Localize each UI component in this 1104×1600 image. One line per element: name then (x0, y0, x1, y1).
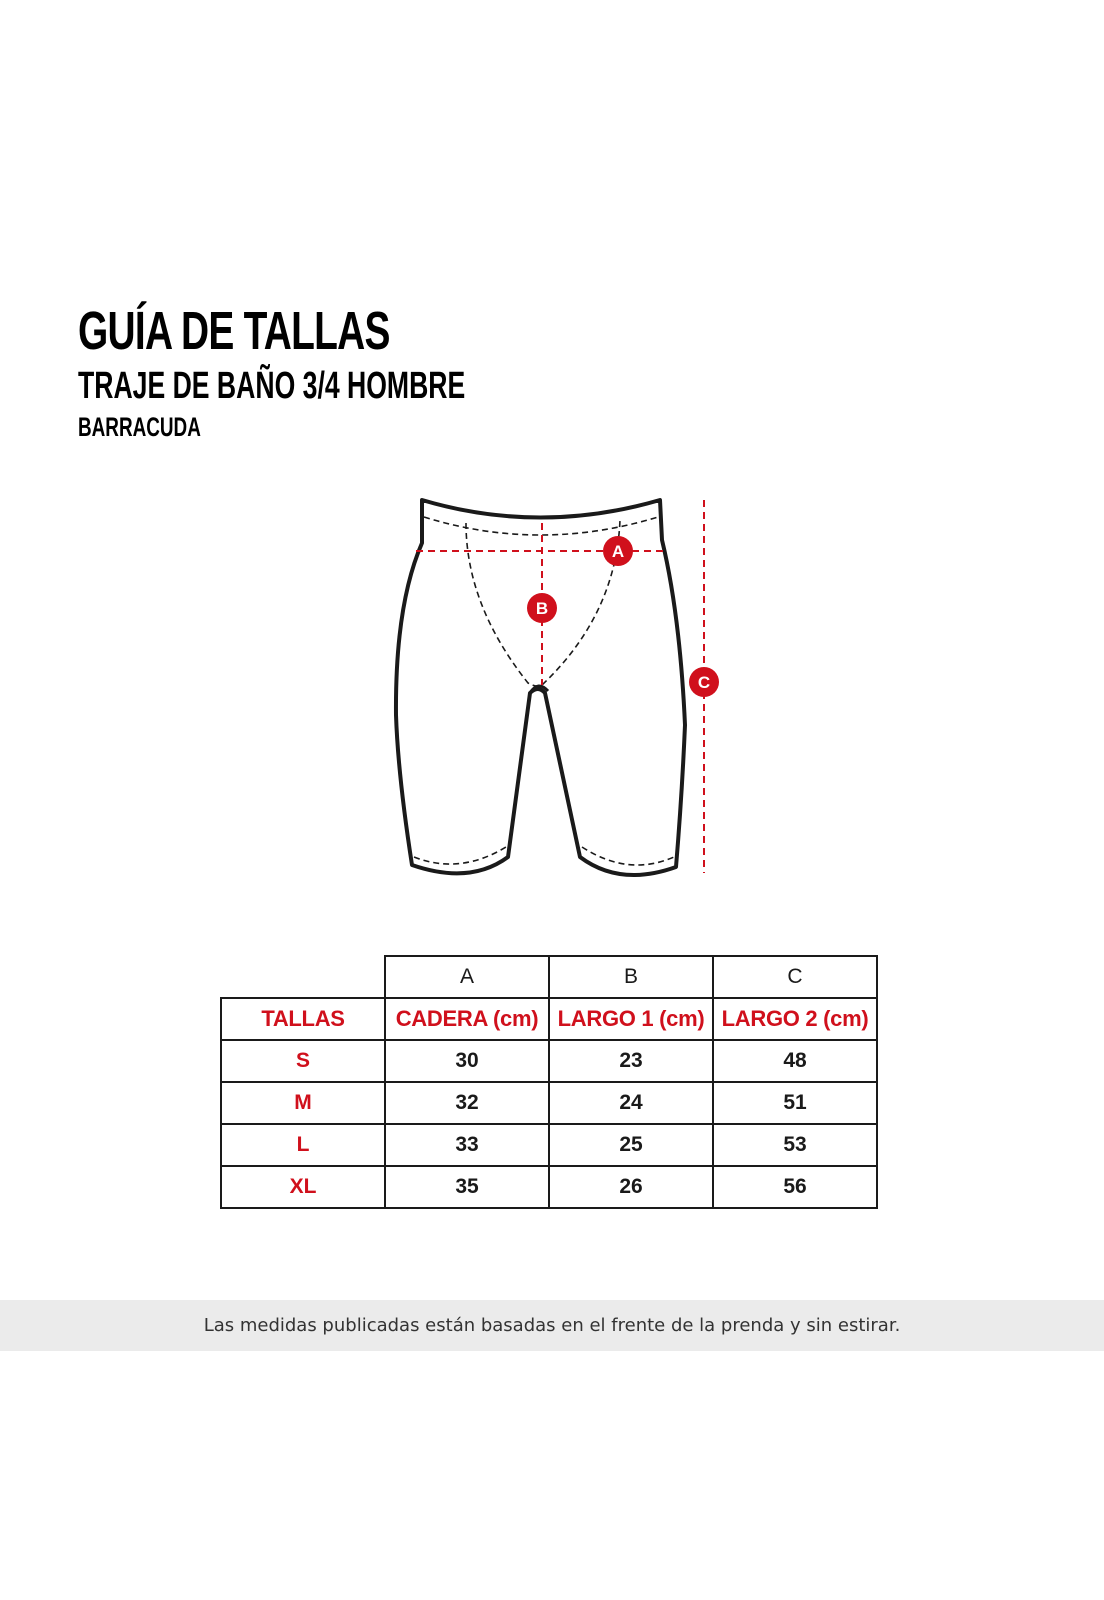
marker-b (527, 593, 557, 623)
marker-c (689, 667, 719, 697)
svg-text:A: A (611, 542, 625, 561)
header-cadera: CADERA (cm) (385, 998, 549, 1040)
table-header-row (221, 998, 877, 1040)
largo-2-value: 53 (713, 1124, 877, 1166)
size-label: M (221, 1082, 385, 1124)
cadera-value: 32 (385, 1082, 549, 1124)
left-hem-stitch (414, 847, 506, 864)
table-row (221, 1040, 877, 1082)
cadera-value: 35 (385, 1166, 549, 1208)
page-title: GUÍA DE TALLAS (78, 301, 390, 361)
svg-text:C: C (697, 673, 711, 692)
header-largo-2: LARGO 2 (cm) (713, 998, 877, 1040)
header-largo-1: LARGO 1 (cm) (549, 998, 713, 1040)
largo-2-value: 51 (713, 1082, 877, 1124)
brand-name: BARRACUDA (78, 412, 201, 442)
footer-note: Las medidas publicadas están basadas en el frente de la prenda y sin estirar. (203, 1315, 901, 1336)
svg-text:B: B (535, 599, 549, 618)
cadera-value: 33 (385, 1124, 549, 1166)
measure-letter-c: C (713, 956, 877, 998)
header-tallas: TALLAS (221, 998, 385, 1040)
largo-2-value: 48 (713, 1040, 877, 1082)
measure-letter-a: A (385, 956, 549, 998)
right-hem-stitch (582, 847, 674, 865)
size-label: S (221, 1040, 385, 1082)
footer-band (0, 1300, 1104, 1351)
largo-1-value: 26 (549, 1166, 713, 1208)
page-subtitle: TRAJE DE BAÑO 3/4 HOMBRE (78, 365, 466, 407)
largo-1-value: 25 (549, 1124, 713, 1166)
table-row (221, 1082, 877, 1124)
header (78, 300, 511, 442)
measure-letter-b: B (549, 956, 713, 998)
cadera-value: 30 (385, 1040, 549, 1082)
size-table (220, 955, 878, 1209)
marker-a (603, 536, 633, 566)
largo-2-value: 56 (713, 1166, 877, 1208)
size-label: XL (221, 1166, 385, 1208)
table-row (221, 1124, 877, 1166)
table-corner (221, 956, 385, 998)
size-label: L (221, 1124, 385, 1166)
largo-1-value: 23 (549, 1040, 713, 1082)
garment-diagram (380, 495, 740, 895)
measure-letter-row (221, 956, 877, 998)
largo-1-value: 24 (549, 1082, 713, 1124)
table-row (221, 1166, 877, 1208)
